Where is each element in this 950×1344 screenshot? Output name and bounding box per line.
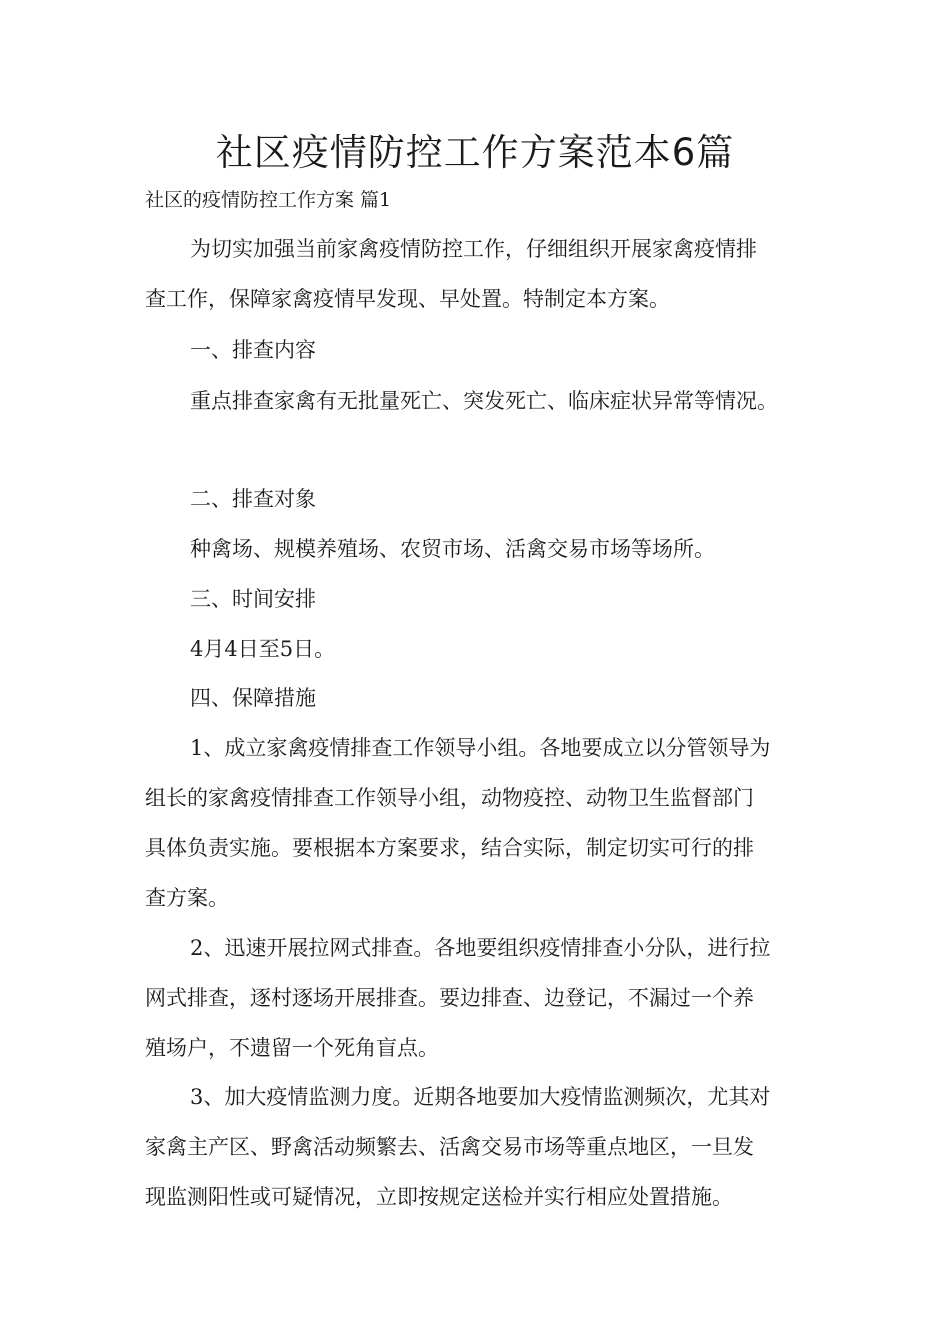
paragraph-line: 种禽场、规模养殖场、农贸市场、活禽交易市场等场所。 <box>190 537 715 561</box>
paragraph-line: 具体负责实施。要根据本方案要求，结合实际，制定切实可行的排 <box>145 836 754 860</box>
paragraph-line: 查工作，保障家禽疫情早发现、早处置。特制定本方案。 <box>145 287 670 311</box>
paragraph-line: 2、迅速开展拉网式排查。各地要组织疫情排查小分队，进行拉 <box>190 936 771 960</box>
paragraph-line: 殖场户，不遗留一个死角盲点。 <box>145 1036 439 1060</box>
paragraph-line: 家禽主产区、野禽活动频繁去、活禽交易市场等重点地区，一旦发 <box>145 1135 754 1159</box>
paragraph-line: 查方案。 <box>145 886 229 910</box>
section-heading-measures: 四、保障措施 <box>190 686 316 710</box>
paragraph-line: 3、加大疫情监测力度。近期各地要加大疫情监测频次，尤其对 <box>190 1085 771 1109</box>
paragraph-line: 4月4日至5日。 <box>190 637 336 661</box>
paragraph-line: 网式排查，逐村逐场开展排查。要边排查、边登记，不漏过一个养 <box>145 986 754 1010</box>
section-heading: 社区的疫情防控工作方案 篇1 <box>145 189 392 211</box>
paragraph-line: 现监测阳性或可疑情况，立即按规定送检并实行相应处置措施。 <box>145 1185 733 1209</box>
paragraph-line: 1、成立家禽疫情排查工作领导小组。各地要成立以分管领导为 <box>190 736 771 760</box>
section-heading-content: 一、排查内容 <box>190 338 316 362</box>
paragraph-line: 为切实加强当前家禽疫情防控工作，仔细组织开展家禽疫情排 <box>190 237 757 261</box>
section-heading-schedule: 三、时间安排 <box>190 587 316 611</box>
paragraph-line: 组长的家禽疫情排查工作领导小组，动物疫控、动物卫生监督部门 <box>145 786 754 810</box>
section-heading-objects: 二、排查对象 <box>190 487 316 511</box>
paragraph-line: 重点排查家禽有无批量死亡、突发死亡、临床症状异常等情况。 <box>190 389 778 413</box>
document-title: 社区疫情防控工作方案范本6篇 <box>215 131 735 174</box>
